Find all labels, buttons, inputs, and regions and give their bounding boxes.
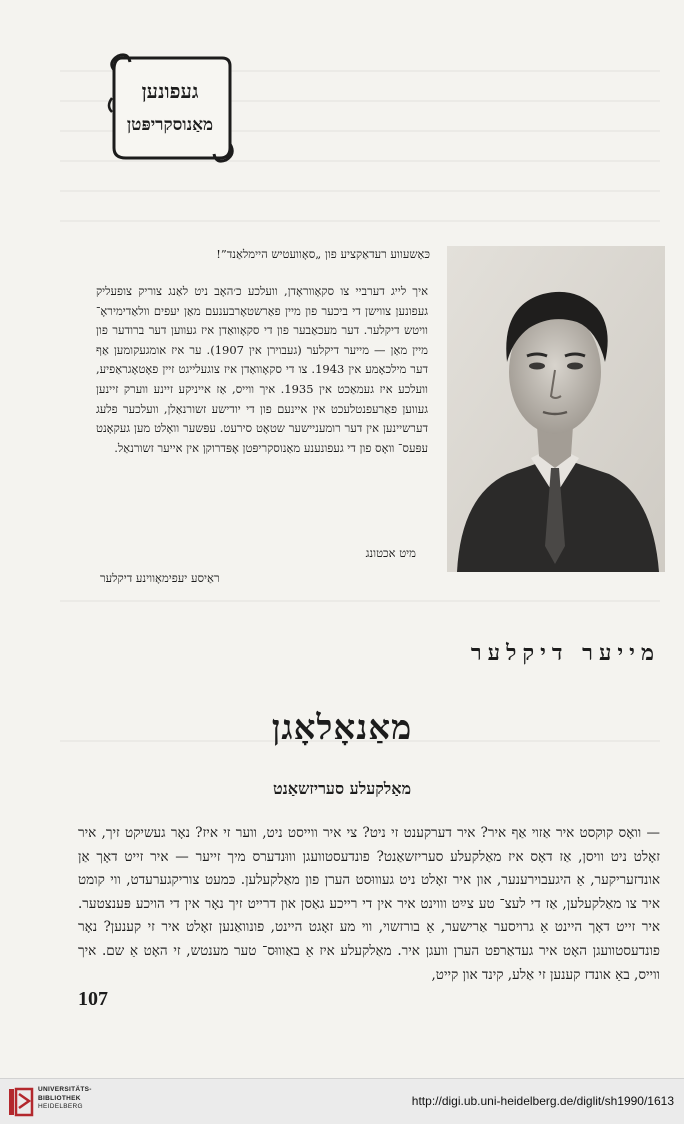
story-paragraph: — וואָס קוקסט איר אַזוי אַף איר? איר דערקענט זי ניט? צי איר ווייסט ניט, ווער זי איז? נאָר געשיקט זיך, איר זאָלט ניט וויסן, אַז דאָס איז מאַלקעלע סעריזשאַנט? פונדעסטוועגן וווּנדערס מיך זייער — איר זייט דאָך אַן אונדזעריקער, אַ היגעבוירענער, און איר זאָלט ניט געוווּסט הערן פון מאַלקעלען. כּמעט צוריקגערעדט, ווי קומט איר צו מאַלקעלען, אַז די לעצ־ טע צײַט וווינט איר אין די רייכע גאַסן און דרייט זיך נאָר אין די הויכע פּענצטער. איר זייט דאָך היינט אַ גרויסער אַרישער, אַ בורזשוי, ווי מע זאָגט היינט, פונוואַנען זאָלט איר זי קענען? נאָר פונדעסטוועגן האָט איר געדאַרפט הערן וועגן איר. מאַלקעלע איז אַ באַוווּס־ טער מענטש, זי האָט אַ שם. איך ווייס, באַ אונדז קענען זי אַלע, קינד און קייט,: [78, 825, 660, 983]
letter-paragraph: איך לייג דערביי צו סקאָווראָדן, וועלכע כ׳האָב ניט לאַנג צוריק צופעליק געפונען צווישן די ביכער פון מיין פאַרשטאָרבענעם מאַן יעפים וולאַדימיראָ־ וויטש דיקלער. דער מעכאַבער פון די סקאָוואַדן איז געווען דער ברודער פון מיין מאַן — מייער דיקלער (געבוירן אין 1907). ער איז אומגעקומען אַף דער מילכאָמע אין 1943. צו די סקאָוואַדן איז צוגעלייגט זיין פאָטאָגראַפיע, וועלכע איז געמאַכט אין 1935. איך ווייס, אַז אייניקע זיינע ווערק זיינען געווען פאַרעפנטלעכט אין איינעם פון די יודישע זשורנאַלן, וועלכער פלעג דערשיינען אין דער רומעניישער שטאָט סירעט. עפּשער וואָלט מען געקאָנט עפּעס־ וואָס פון די געפונענע מאַנוסקריפּטן אָפּדרוקן אין אייער זשורנאַל.: [96, 284, 428, 455]
library-name-line-3: HEIDELBERG: [38, 1103, 83, 1110]
bleed-through-line: [60, 600, 660, 602]
scroll-banner: [104, 48, 236, 168]
author-name: מייער דיקלער: [470, 640, 660, 666]
bleed-through-line: [60, 190, 660, 192]
banner-line-1: געפונען: [141, 79, 199, 103]
story-body: [78, 822, 660, 987]
library-name-line-2: BIBLIOTHEK: [38, 1094, 81, 1102]
bleed-through-line: [60, 220, 660, 222]
author-portrait-photo: [447, 246, 665, 572]
document-url-link[interactable]: http://digi.ub.uni-heidelberg.de/diglit/sh1990/1613: [411, 1094, 674, 1108]
letter-closing: מיט אכטונג: [365, 546, 416, 560]
library-name: [38, 1086, 92, 1112]
university-library-logo-icon: [8, 1087, 34, 1117]
letter-salutation: כּאַשעווע רעדאַקציע פון „סאָוועטיש היימלאַנד”!: [216, 247, 430, 261]
library-footer-bar: [0, 1078, 684, 1124]
letter-body: [96, 282, 428, 458]
story-title: מאַנאָלאָגן: [271, 708, 413, 748]
banner-line-2: מאַנוסקריפּטן: [126, 115, 214, 135]
story-subtitle: מאַלקעלע סעריזשאַנט: [272, 779, 412, 798]
letter-signature: ראַיסע יעפימאָווינע דיקלער: [100, 571, 220, 585]
page-number: 107: [78, 988, 108, 1010]
library-name-line-1: UNIVERSITÄTS-: [38, 1086, 92, 1093]
